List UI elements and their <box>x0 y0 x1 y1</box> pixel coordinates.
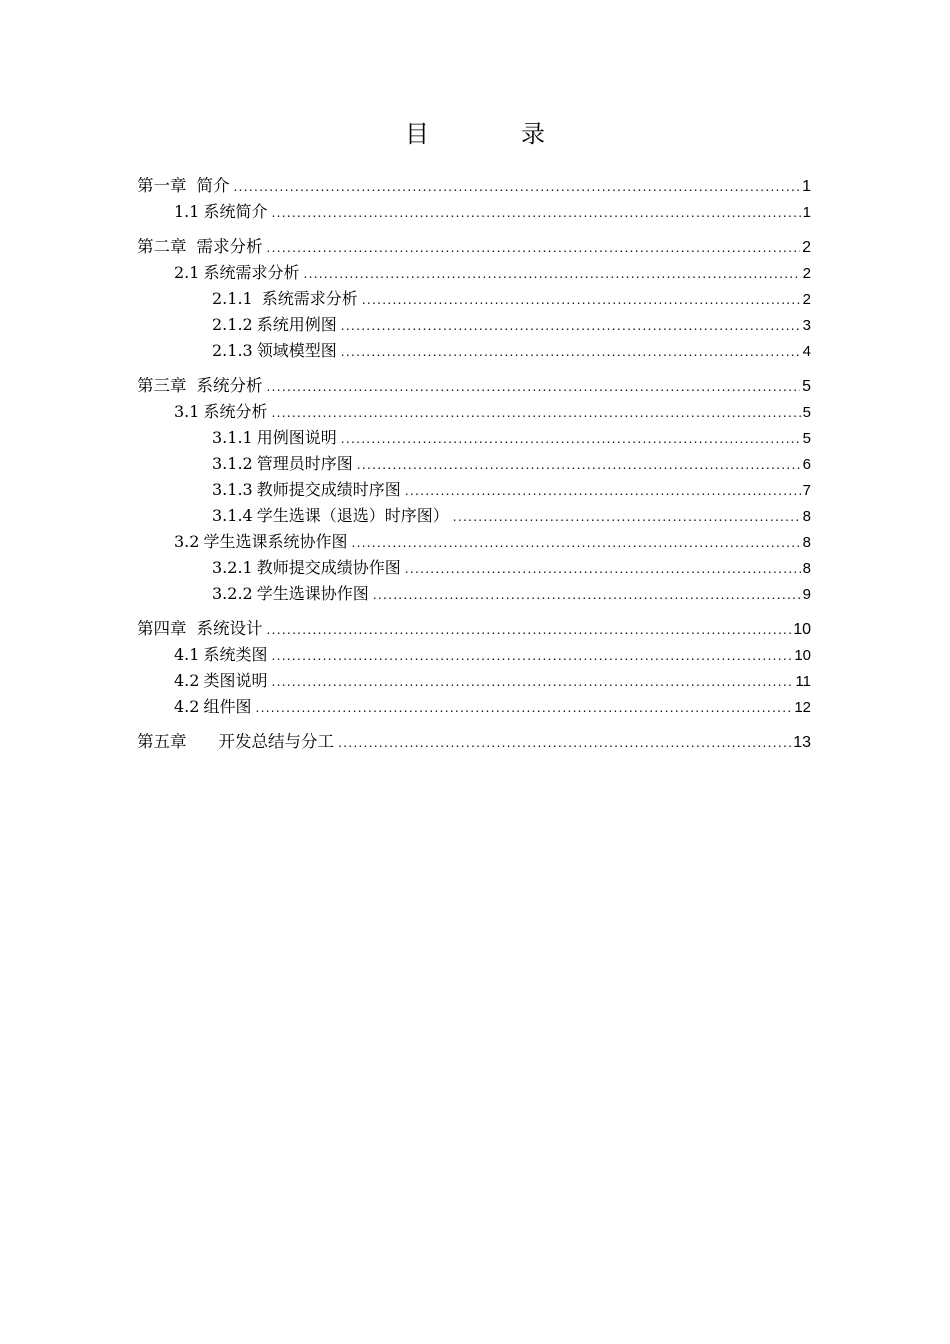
toc-entry-title: 系统分析 <box>196 376 263 395</box>
toc-entry-title: 系统设计 <box>196 619 263 638</box>
toc-page-number: 2 <box>802 265 811 282</box>
toc-entry-label <box>137 172 230 199</box>
toc-entry[interactable] <box>137 399 811 425</box>
toc-dot-leader <box>271 200 800 226</box>
toc-entry-label <box>174 668 267 694</box>
page-title: 目 录 <box>405 120 579 148</box>
toc-entry-title: 简介 <box>196 176 230 195</box>
toc-entry[interactable] <box>137 477 811 503</box>
toc-dot-leader <box>373 582 801 608</box>
toc-entry[interactable] <box>137 642 811 668</box>
toc-entry-label <box>212 338 337 364</box>
toc-entry-label <box>174 642 267 668</box>
table-of-contents <box>137 172 811 755</box>
toc-dot-leader <box>357 452 801 478</box>
toc-dot-leader <box>267 374 801 401</box>
toc-entry-label <box>137 615 263 642</box>
toc-entry-title: 系统简介 <box>203 202 268 221</box>
toc-page-number: 11 <box>795 673 811 690</box>
toc-entry-title: 系统用例图 <box>256 315 337 334</box>
toc-entry-number: 3.1.4 <box>212 506 253 525</box>
toc-entry[interactable] <box>137 529 811 555</box>
toc-entry[interactable] <box>137 260 811 286</box>
toc-page-number: 8 <box>802 534 811 551</box>
toc-page-number: 7 <box>802 482 811 499</box>
toc-entry-label <box>137 372 263 399</box>
toc-page-number: 8 <box>802 508 811 525</box>
toc-entry-number: 第三章 <box>137 376 187 395</box>
toc-entry-label <box>212 581 369 607</box>
toc-entry-label <box>137 728 334 755</box>
toc-entry-label <box>212 312 337 338</box>
toc-entry-title: 学生选课系统协作图 <box>203 532 348 551</box>
toc-page-number: 12 <box>794 699 811 716</box>
toc-dot-leader <box>271 669 793 695</box>
toc-entry-number: 1.1 <box>174 202 200 221</box>
toc-entry[interactable] <box>137 503 811 529</box>
toc-page-number: 8 <box>802 560 811 577</box>
toc-entry-title: 学生选课（退选）时序图） <box>256 506 449 525</box>
toc-entry[interactable] <box>137 728 811 755</box>
toc-entry-title: 系统类图 <box>203 645 268 664</box>
toc-entry[interactable] <box>137 694 811 720</box>
toc-entry-number: 第一章 <box>137 176 187 195</box>
toc-entry-number: 3.1 <box>174 402 200 421</box>
toc-entry-title: 开发总结与分工 <box>218 732 334 751</box>
toc-entry[interactable] <box>137 172 811 199</box>
toc-page-number: 5 <box>802 378 811 395</box>
toc-entry[interactable] <box>137 286 811 312</box>
toc-entry-title: 教师提交成绩时序图 <box>256 480 401 499</box>
toc-entry-number: 3.2 <box>174 532 200 551</box>
toc-entry[interactable] <box>137 312 811 338</box>
toc-entry-label <box>174 399 267 425</box>
toc-entry-title: 系统需求分析 <box>203 263 300 282</box>
toc-entry-label <box>212 286 358 312</box>
toc-dot-leader <box>234 174 801 201</box>
toc-entry-number: 2.1.2 <box>212 315 253 334</box>
toc-entry-title: 类图说明 <box>203 671 268 690</box>
toc-dot-leader <box>271 643 792 669</box>
toc-entry-number: 4.1 <box>174 645 200 664</box>
toc-entry-label <box>212 477 401 503</box>
toc-entry-label <box>212 503 449 529</box>
toc-entry-title: 组件图 <box>203 697 252 716</box>
toc-entry-title: 用例图说明 <box>256 428 337 447</box>
toc-entry-title: 系统需求分析 <box>256 289 358 308</box>
toc-entry-number: 3.1.2 <box>212 454 253 473</box>
toc-page-number: 10 <box>793 621 811 638</box>
toc-dot-leader <box>255 695 792 721</box>
toc-page-number: 2 <box>802 291 811 308</box>
toc-dot-leader <box>362 287 801 313</box>
toc-entry-number: 2.1.1 <box>212 289 253 308</box>
toc-entry-label <box>212 425 337 451</box>
toc-page-number: 10 <box>794 647 811 664</box>
toc-entry-title: 学生选课协作图 <box>256 584 369 603</box>
toc-page-number: 5 <box>802 430 811 447</box>
toc-entry[interactable] <box>137 199 811 225</box>
toc-dot-leader <box>267 235 801 262</box>
toc-entry[interactable] <box>137 451 811 477</box>
toc-dot-leader <box>405 556 801 582</box>
toc-entry-number: 3.2.2 <box>212 584 253 603</box>
toc-entry-number: 4.2 <box>174 697 200 716</box>
toc-page-number: 1 <box>802 178 811 195</box>
toc-dot-leader <box>341 426 801 452</box>
toc-entry-label <box>137 233 263 260</box>
toc-entry-label <box>174 529 347 555</box>
toc-entry-number: 第二章 <box>137 237 187 256</box>
toc-dot-leader <box>338 730 791 757</box>
toc-page-number: 6 <box>802 456 811 473</box>
toc-entry[interactable] <box>137 581 811 607</box>
toc-dot-leader <box>405 478 801 504</box>
toc-entry-number: 第四章 <box>137 619 187 638</box>
toc-entry-label <box>174 199 267 225</box>
toc-dot-leader <box>351 530 800 556</box>
toc-entry[interactable] <box>137 425 811 451</box>
toc-entry-label <box>212 555 401 581</box>
toc-entry-title: 系统分析 <box>203 402 268 421</box>
toc-page-number: 3 <box>802 317 811 334</box>
toc-entry[interactable] <box>137 615 811 642</box>
toc-dot-leader <box>303 261 800 287</box>
toc-dot-leader <box>267 617 792 644</box>
toc-dot-leader <box>341 339 801 365</box>
toc-entry-label <box>174 260 299 286</box>
toc-entry-number: 4.2 <box>174 671 200 690</box>
toc-entry-title: 需求分析 <box>196 237 263 256</box>
toc-entry-title: 管理员时序图 <box>256 454 353 473</box>
toc-entry-number: 3.1.3 <box>212 480 253 499</box>
toc-entry[interactable] <box>137 372 811 399</box>
toc-entry-label <box>212 451 353 477</box>
toc-dot-leader <box>341 313 801 339</box>
toc-entry-title: 领域模型图 <box>256 341 337 360</box>
toc-page-number: 4 <box>802 343 811 360</box>
toc-dot-leader <box>271 400 800 426</box>
toc-entry-label <box>174 694 251 720</box>
toc-page-number: 2 <box>802 239 811 256</box>
toc-page-number: 1 <box>802 204 811 221</box>
toc-page-number: 9 <box>802 586 811 603</box>
toc-entry-title: 教师提交成绩协作图 <box>256 558 401 577</box>
toc-entry-number: 第五章 <box>137 732 187 751</box>
toc-entry-number: 3.2.1 <box>212 558 253 577</box>
toc-entry[interactable] <box>137 668 811 694</box>
toc-entry-number: 3.1.1 <box>212 428 253 447</box>
toc-entry-number: 2.1.3 <box>212 341 253 360</box>
toc-page-number: 13 <box>793 734 811 751</box>
toc-page-number: 5 <box>802 404 811 421</box>
toc-entry[interactable] <box>137 555 811 581</box>
toc-entry-number: 2.1 <box>174 263 200 282</box>
toc-entry[interactable] <box>137 233 811 260</box>
toc-dot-leader <box>453 504 801 530</box>
toc-entry[interactable] <box>137 338 811 364</box>
